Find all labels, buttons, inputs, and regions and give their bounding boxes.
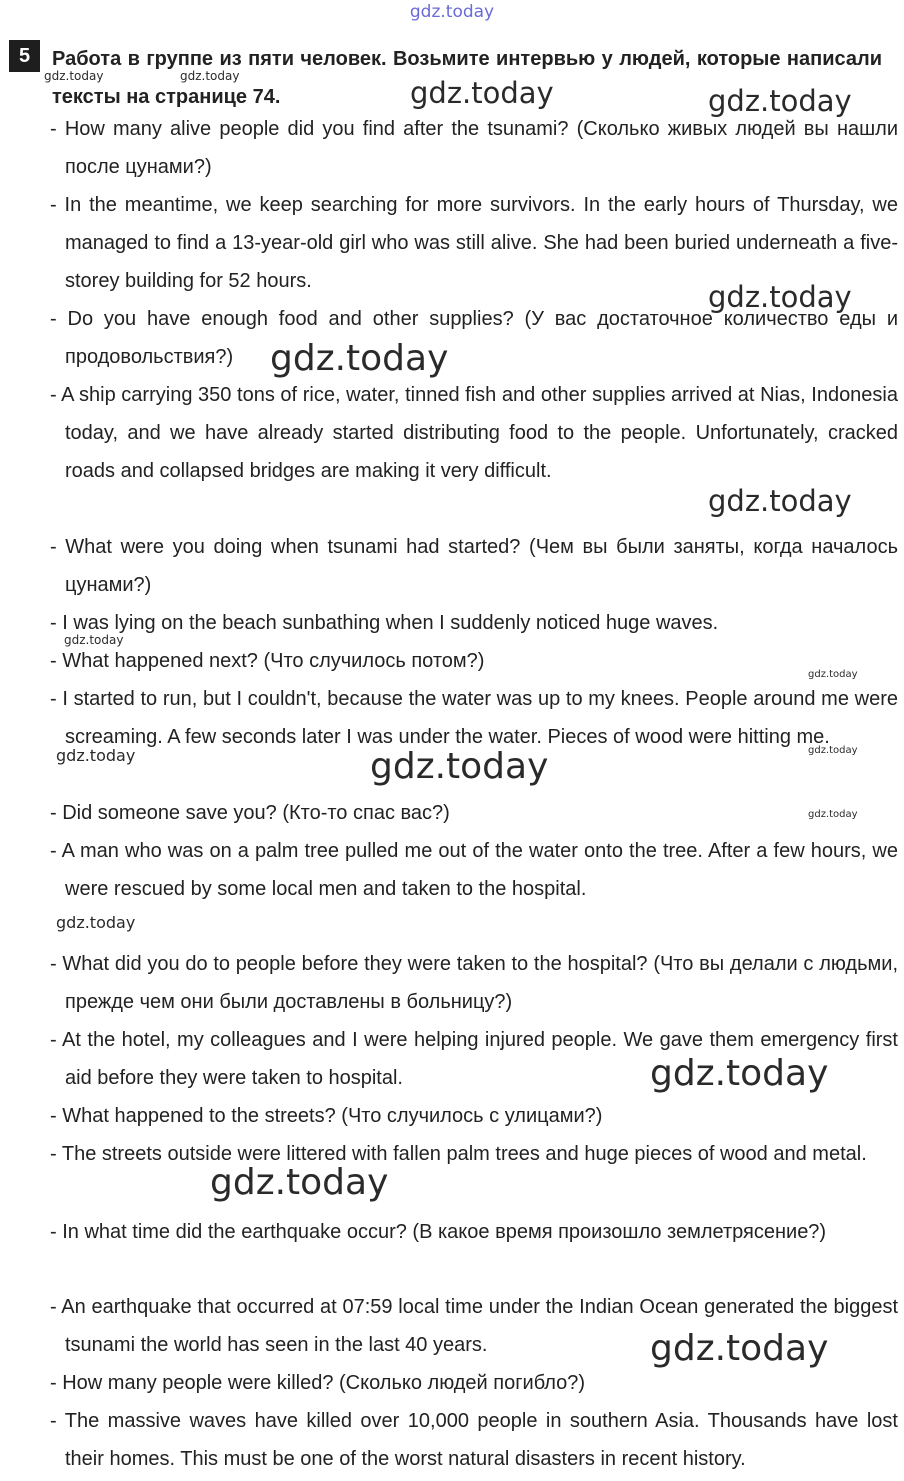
watermark: gdz.today (808, 669, 858, 680)
watermark: gdz.today (650, 1053, 829, 1094)
watermark: gdz.today (650, 1328, 829, 1369)
watermark: gdz.today (808, 809, 858, 820)
dialogue-line-9: - Did someone save you? (Кто-то спас вас?) (50, 802, 450, 824)
watermark: gdz.today (56, 746, 136, 765)
watermark: gdz.today (708, 280, 852, 314)
watermark: gdz.today (410, 76, 554, 110)
dialogue-line-17: - How many people were killed? (Сколько людей погибло?) (50, 1372, 586, 1394)
dialogue-line-6: - I was lying on the beach sunbathing when I suddenly noticed huge waves. (50, 612, 719, 634)
dialogue-line-14: - The streets outside were littered with fallen palm trees and huge pieces of wood and metal. (50, 1143, 867, 1165)
dialogue-line-12: - At the hotel, my colleagues and I were helping injured people. We gave them emergency first aid before they were taken to hospital. (50, 1029, 898, 1089)
dialogue-line-11: - What did you do to people before they were taken to the hospital? (Что вы делали с людьми, прежде чем они были доставлены в больницу?) (50, 953, 898, 1013)
task-number-badge: 5 (9, 40, 40, 72)
dialogue-line-8: - I started to run, but I couldn't, because the water was up to my knees. People around me were screaming. A few seconds later I was under the water. Pieces of wood were hitting me. (50, 688, 898, 748)
watermark: gdz.today (180, 69, 240, 83)
watermark: gdz.today (210, 1162, 389, 1203)
dialogue-line-7: - What happened next? (Что случилось потом?) (50, 650, 485, 672)
watermark: gdz.today (708, 484, 852, 518)
watermark: gdz.today (64, 633, 124, 647)
dialogue-line-1: - How many alive people did you find after the tsunami? (Сколько живых людей вы нашли после цунами?) (50, 118, 898, 178)
dialogue-line-5: - What were you doing when tsunami had started? (Чем вы были заняты, когда началось цунами?) (50, 536, 898, 596)
task-title: Работа в группе из пяти человек. Возьмите интервью у людей, которые написали тексты на странице 74. (52, 48, 882, 108)
watermark: gdz.today (370, 746, 549, 787)
site-header-watermark: gdz.today (409, 2, 495, 22)
dialogue-line-16: - An earthquake that occurred at 07:59 local time under the Indian Ocean generated the biggest tsunami the world has seen in the last 40 years. (50, 1296, 898, 1356)
watermark: gdz.today (708, 84, 852, 118)
dialogue-line-2: - In the meantime, we keep searching for more survivors. In the early hours of Thursday, we managed to find a 13-year-old girl who was still alive. She had been buried underneath a five-storey building for 52 hours. (50, 194, 898, 292)
dialogue-line-10: - A man who was on a palm tree pulled me out of the water onto the tree. After a few hours, we were rescued by some local men and taken to the hospital. (50, 840, 898, 900)
dialogue-line-15: - In what time did the earthquake occur? (В какое время произошло землетрясение?) (50, 1221, 827, 1243)
dialogue-line-4: - A ship carrying 350 tons of rice, water, tinned fish and other supplies arrived at Nias, Indonesia today, and we have already started distributing food to the people. Unfortunately, cracked roads and collapsed bridges are making it very difficult. (50, 384, 898, 482)
dialogue-line-3: - Do you have enough food and other supplies? (У вас достаточное количество еды и продовольствия?) (50, 308, 898, 368)
dialogue-line-13: - What happened to the streets? (Что случилось с улицами?) (50, 1105, 603, 1127)
dialogue-line-18: - The massive waves have killed over 10,000 people in southern Asia. Thousands have lost their homes. This must be one of the worst natural disasters in recent history. (50, 1410, 898, 1470)
watermark: gdz.today (44, 69, 104, 83)
watermark: gdz.today (808, 745, 858, 756)
watermark: gdz.today (270, 338, 449, 379)
watermark: gdz.today (56, 913, 136, 932)
